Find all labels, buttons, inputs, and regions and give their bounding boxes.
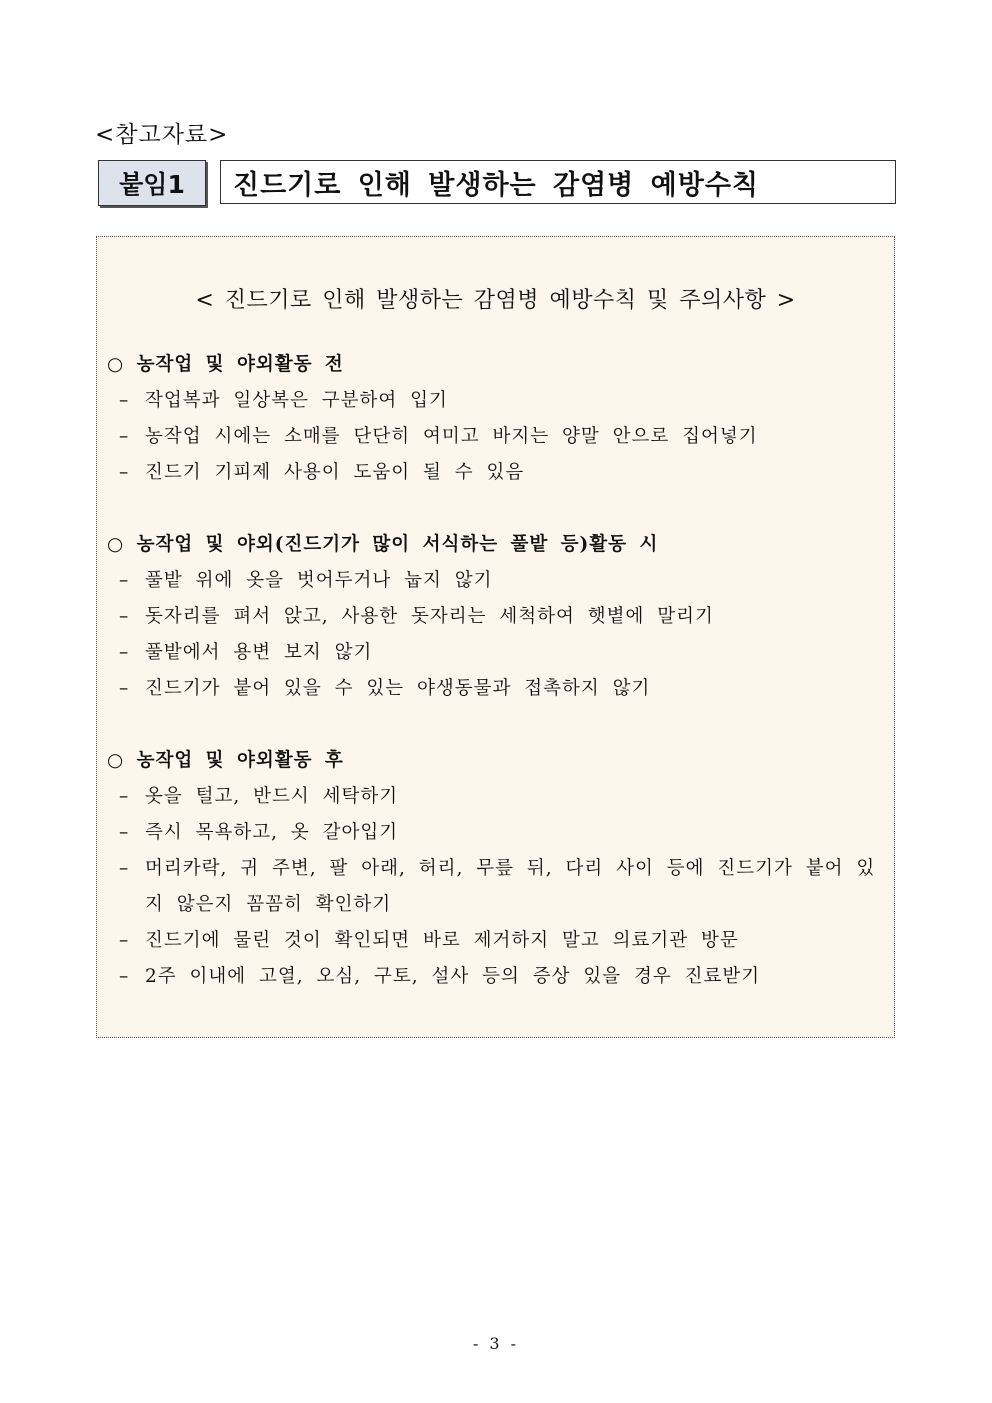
dash-bullet-icon: – [119,390,130,411]
circle-bullet-icon: ○ [107,354,125,375]
attachment-badge: 붙임1 [98,160,206,206]
list-item-text: 돗자리를 펴서 앉고, 사용한 돗자리는 세척하여 햇볕에 말리기 [145,606,714,627]
section-title-text: 농작업 및 야외(진드기가 많이 서식하는 풀밭 등)활동 시 [136,534,659,555]
list-item-text: 풀밭에서 용변 보지 않기 [145,642,373,663]
dash-bullet-icon: – [119,786,130,807]
section-title [107,743,884,779]
list-item-text: 농작업 시에는 소매를 단단히 여미고 바지는 양말 안으로 집어넣기 [145,426,758,447]
list-item [107,779,884,815]
list-item [107,563,884,599]
list-item [107,635,884,671]
list-item-text: 진드기 기피제 사용이 도움이 될 수 있음 [145,462,525,483]
section-before-activity [107,347,884,491]
list-item-text: 머리카락, 귀 주변, 팔 아래, 허리, 무릎 뒤, 다리 사이 등에 진드기가 붙어 있지 않은지 꼼꼼히 확인하기 [145,858,876,915]
section-title-text: 농작업 및 야외활동 후 [136,750,344,771]
dash-bullet-icon: – [119,606,130,627]
dash-bullet-icon: – [119,426,130,447]
dash-bullet-icon: – [119,642,130,663]
list-item [107,671,884,707]
section-title-text: 농작업 및 야외활동 전 [136,354,344,375]
dash-bullet-icon: – [119,858,130,879]
document-header [98,160,898,206]
list-item-text: 옷을 털고, 반드시 세탁하기 [145,786,399,807]
dash-bullet-icon: – [119,678,130,699]
list-item [107,923,884,959]
list-item-text: 즉시 목욕하고, 옷 갈아입기 [145,822,399,843]
list-item [107,383,884,419]
section-title [107,347,884,383]
dash-bullet-icon: – [119,966,130,987]
page-number: - 3 - [472,1334,520,1353]
dash-bullet-icon: – [119,462,130,483]
precautions-panel [96,236,895,1038]
list-item-text: 2주 이내에 고열, 오심, 구토, 설사 등의 증상 있을 경우 진료받기 [145,966,761,987]
list-item [107,851,884,923]
dash-bullet-icon: – [119,930,130,951]
panel-heading: < 진드기로 인해 발생하는 감염병 예방수칙 및 주의사항 > [195,288,796,313]
document-title: 진드기로 인해 발생하는 감염병 예방수칙 [220,160,896,204]
section-title [107,527,884,563]
section-during-activity [107,527,884,707]
list-item [107,599,884,635]
circle-bullet-icon: ○ [107,534,125,555]
list-item-text: 작업복과 일상복은 구분하여 입기 [145,390,448,411]
dash-bullet-icon: – [119,570,130,591]
list-item-text: 진드기가 붙어 있을 수 있는 야생동물과 접촉하지 않기 [145,678,651,699]
list-item [107,959,884,995]
section-after-activity [107,743,884,995]
list-item-text: 풀밭 위에 옷을 벗어두거나 눕지 않기 [145,570,493,591]
reference-label: <참고자료> [95,122,229,148]
list-item [107,419,884,455]
circle-bullet-icon: ○ [107,750,125,771]
list-item [107,815,884,851]
list-item-text: 진드기에 물린 것이 확인되면 바로 제거하지 말고 의료기관 방문 [145,930,739,951]
dash-bullet-icon: – [119,822,130,843]
list-item [107,455,884,491]
